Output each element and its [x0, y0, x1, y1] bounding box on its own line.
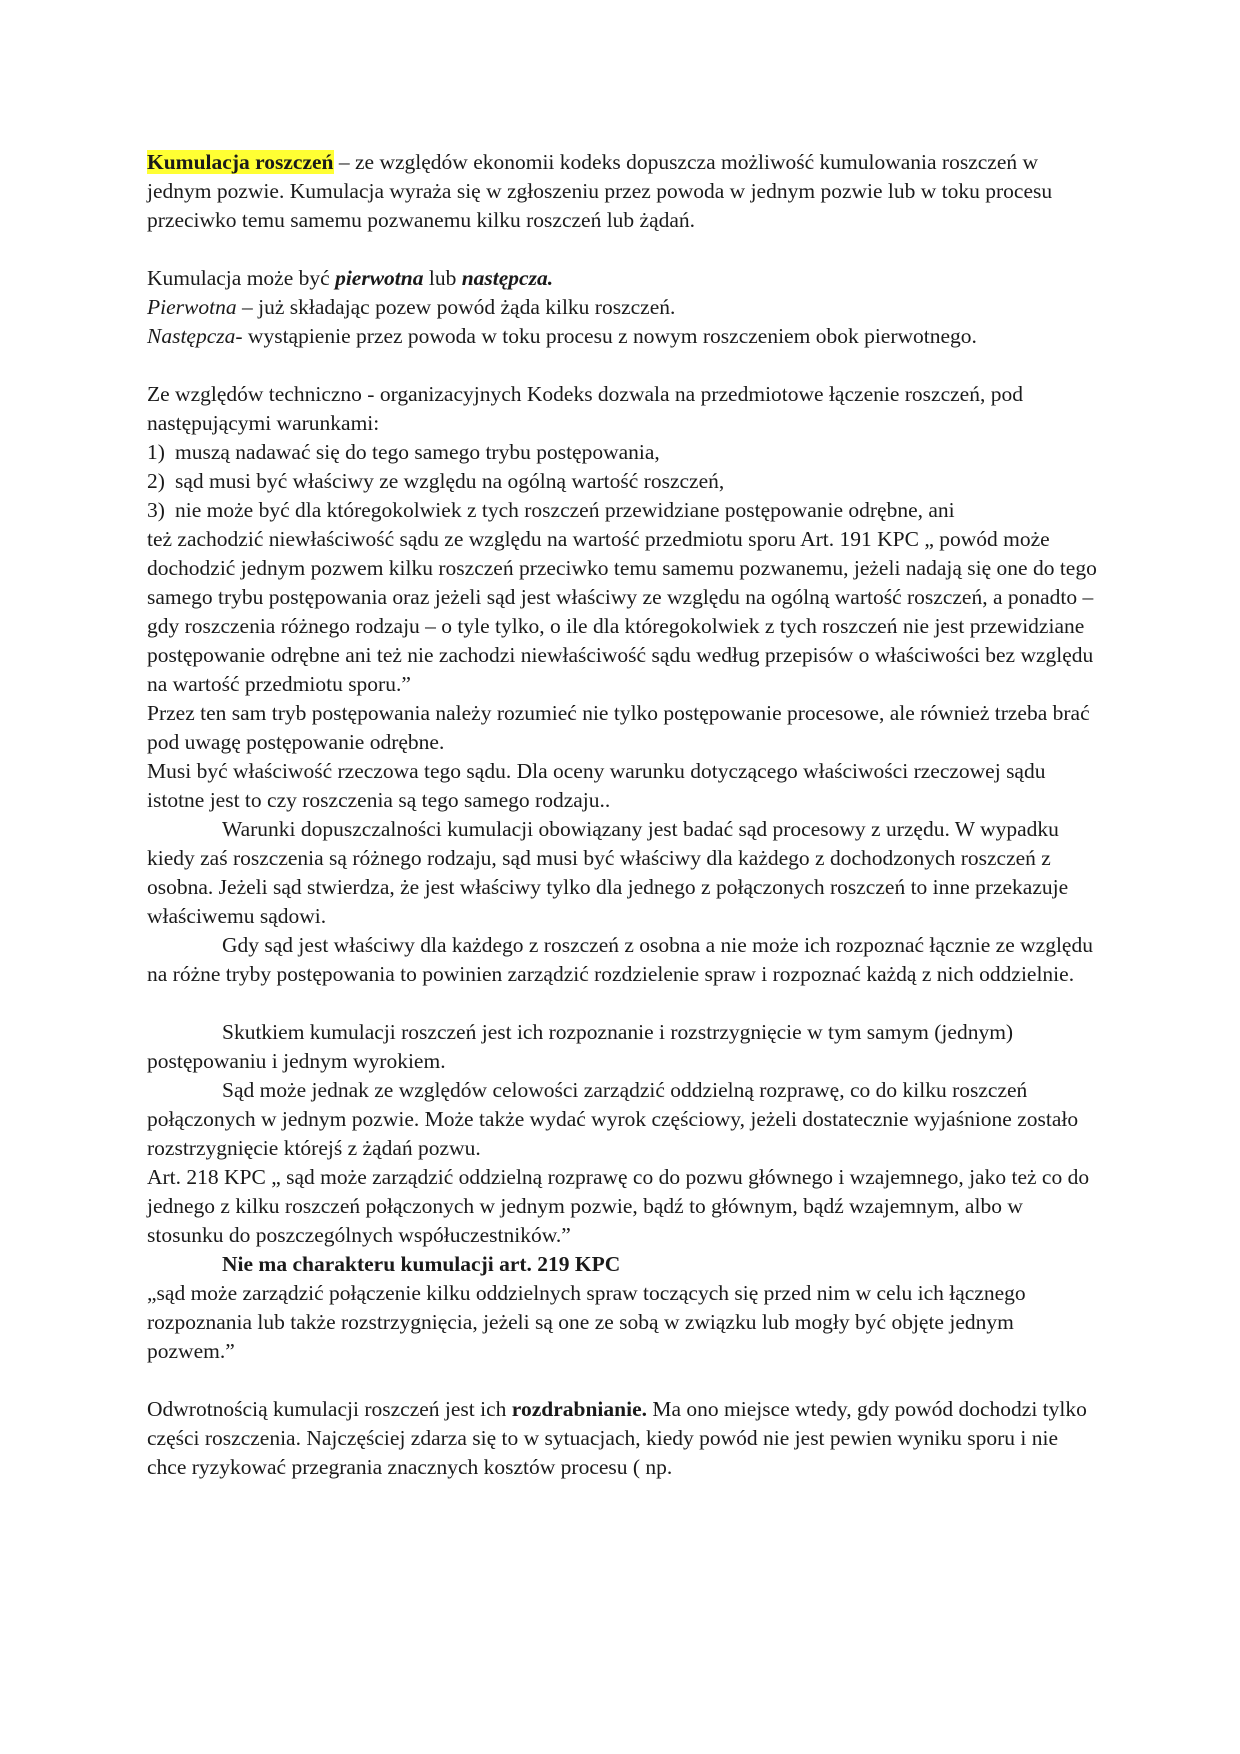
- paragraph-nastepcza: Następcza- wystąpienie przez powoda w toku procesu z nowym roszczeniem obok pierwotnego.: [147, 324, 977, 348]
- list-item: 2) sąd musi być właściwy ze względu na ogólną wartość roszczeń,: [147, 469, 725, 493]
- term-rozdrabnianie: rozdrabnianie.: [511, 1397, 647, 1421]
- paragraph-art-219-heading: Nie ma charakteru kumulacji art. 219 KPC: [222, 1252, 621, 1276]
- highlighted-term: Kumulacja roszczeń: [147, 150, 334, 174]
- paragraph-rozdzielenie: Gdy sąd jest właściwy dla każdego z roszczeń z osobna a nie może ich rozpoznać łącznie ze względu na różne tryby postępowania to powinien zarządzić rozdzielenie spraw i rozpoznać każdą z nich oddzielnie.: [147, 933, 1093, 986]
- spacer: [147, 351, 1100, 380]
- paragraph-types: Kumulacja może być pierwotna lub następcza.: [147, 266, 554, 290]
- paragraph-art-191: też zachodzić niewłaściwość sądu ze względu na wartość przedmiotu sporu Art. 191 KPC „ powód może dochodzić jednym pozwem kilku roszczeń przeciwko temu samemu pozwanemu, jeżeli nadają się one do tego samego trybu postępowania oraz jeżeli sąd jest właściwy ze względu na ogólną wartość roszczeń, a ponadto – gdy roszczenia różnego rodzaju – o tyle tylko, o ile dla któregokolwiek z tych roszczeń nie jest przewidziane postępowanie odrębne ani też nie zachodzi niewłaściwość sądu według przepisów o właściwości bez względu na wartość przedmiotu sporu.”: [147, 527, 1097, 696]
- spacer: [147, 989, 1100, 1018]
- term-nastepcza: następcza.: [461, 266, 554, 290]
- spacer: [147, 1366, 1100, 1395]
- term-pierwotna: pierwotna: [335, 266, 424, 290]
- paragraph-conditions-intro: Ze względów techniczno - organizacyjnych Kodeks dozwala na przedmiotowe łączenie roszczeń, pod następującymi warunkami:: [147, 382, 1023, 435]
- paragraph-rozdrabnianie: Odwrotnością kumulacji roszczeń jest ich rozdrabnianie. Ma ono miejsce wtedy, gdy powód dochodzi tylko części roszczenia. Najczęściej zdarza się to w sytuacjach, kiedy powód nie jest pewien wyniku sporu i nie chce ryzykować przegrania znacznych kosztów procesu ( np.: [147, 1397, 1087, 1479]
- spacer: [147, 235, 1100, 264]
- paragraph-oddzielna-rozprawa: Sąd może jednak ze względów celowości zarządzić oddzielną rozprawę, co do kilku roszczeń połączonych w jednym pozwie. Może także wydać wyrok częściowy, jeżeli dostatecznie wyjaśnione zostało rozstrzygnięcie którejś z żądań pozwu.: [147, 1078, 1079, 1160]
- document-body: [147, 148, 1100, 1482]
- paragraph-definition: Kumulacja roszczeń – ze względów ekonomii kodeks dopuszcza możliwość kumulowania roszczeń w jednym pozwie. Kumulacja wyraża się w zgłoszeniu przez powoda w jednym pozwie lub w toku procesu przeciwko temu samemu pozwanemu kilku roszczeń lub żądań.: [147, 150, 1053, 232]
- paragraph-art-219-quote: „sąd może zarządzić połączenie kilku oddzielnych spraw toczących się przed nim w celu ich łącznego rozpoznania lub także rozstrzygnięcia, jeżeli są one ze sobą w związku lub mogły być objęte jednym pozwem.”: [147, 1281, 1026, 1363]
- paragraph-wlasciwosc: Musi być właściwość rzeczowa tego sądu. Dla oceny warunku dotyczącego właściwości rzeczowej sądu istotne jest to czy roszczenia są tego samego rodzaju..: [147, 759, 1046, 812]
- paragraph-warunki: Warunki dopuszczalności kumulacji obowiązany jest badać sąd procesowy z urzędu. W wypadku kiedy zaś roszczenia są różnego rodzaju, sąd musi być właściwy dla każdego z dochodzonych roszczeń z osobna. Jeżeli sąd stwierdza, że jest właściwy tylko dla jednego z połączonych roszczeń to inne przekazuje właściwemu sądowi.: [147, 817, 1069, 928]
- paragraph-art-218: Art. 218 KPC „ sąd może zarządzić oddzielną rozprawę co do pozwu głównego i wzajemnego, jako też co do jednego z kilku roszczeń połączonych w jednym pozwie, bądź to głównym, bądź wzajemnym, albo w stosunku do poszczególnych współuczestników.”: [147, 1165, 1090, 1247]
- paragraph-skutek: Skutkiem kumulacji roszczeń jest ich rozpoznanie i rozstrzygnięcie w tym samym (jednym) postępowaniu i jednym wyrokiem.: [147, 1020, 1014, 1073]
- list-item: 3) nie może być dla któregokolwiek z tych roszczeń przewidziane postępowanie odrębne, ani: [147, 498, 955, 522]
- paragraph-pierwotna: Pierwotna – już składając pozew powód żąda kilku roszczeń.: [147, 295, 676, 319]
- list-item: 1) muszą nadawać się do tego samego trybu postępowania,: [147, 440, 660, 464]
- paragraph-tryb: Przez ten sam tryb postępowania należy rozumieć nie tylko postępowanie procesowe, ale również trzeba brać pod uwagę postępowanie odrębne.: [147, 701, 1090, 754]
